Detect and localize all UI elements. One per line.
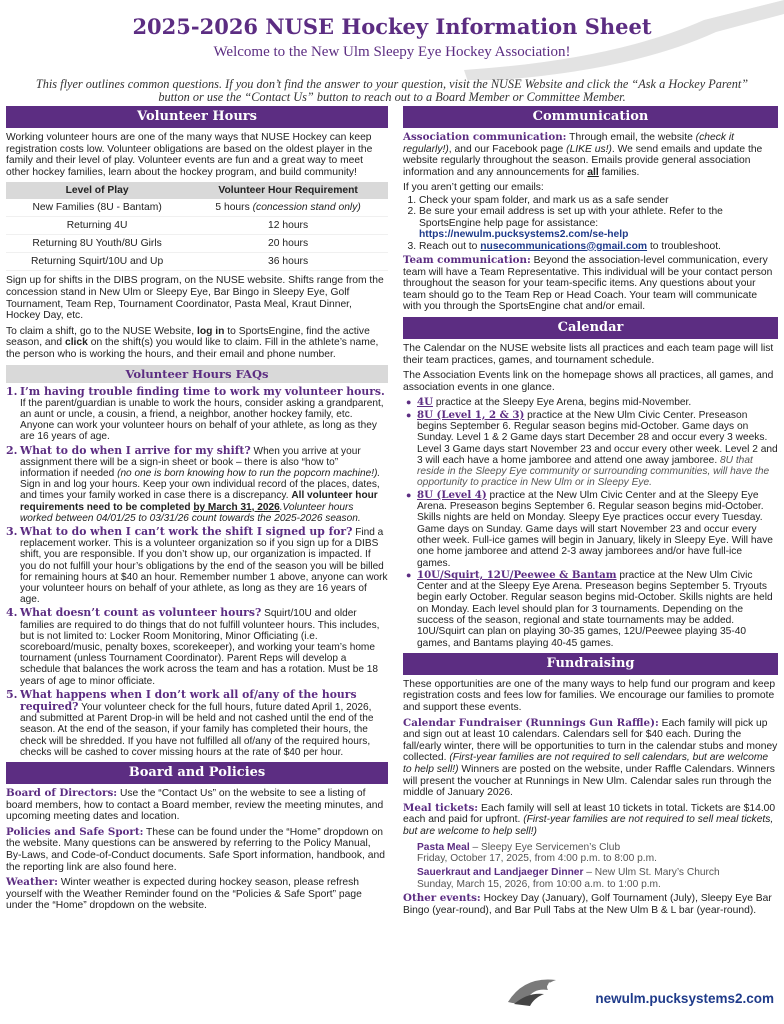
no-email-text: If you aren’t getting our emails: — [403, 182, 544, 194]
table-cell-hours: 20 hours — [188, 235, 388, 253]
faq-item: 2. What to do when I arrive for my shift? When you arrive at your assignment there will be a sign-in sheet or book – there is also “how to” information if needed (no one is born knowing how to run the popcorn machine!). Sign in and log your hours. Keep your own individual record of the places, dates, and times your family worked in case there is a discrepancy. All volunteer hour requirements need to be completed by March 31, 2026.Volunteer hours worked between 04/01/25 to 03/31/26 count towards the 2025-2026 season. — [6, 443, 381, 524]
se-help-link[interactable]: https://newulm.pucksystems2.com/se-help — [419, 229, 629, 241]
faq-item: 3. What to do when I can’t work the shift I signed up for? Find a replacement worker. This is a volunteer organization so if you sign up for a DIBS shift, you are responsible. If you don’t show up, our organization is impacted. If you do not fulfill your hour’s obligations by the end of the season you will be billed for remaining hours at $40 an hour. Remember number 1 above, anyone can work your volunteer hours on behalf of your athlete, as long as they are 16 years of age. — [6, 524, 388, 606]
footer — [504, 972, 774, 1016]
section-heading-board: Board and Policies — [6, 762, 388, 784]
calendar-p2: The Association Events link on the homepage shows all practices, all games, and association events in one glance. — [403, 370, 774, 393]
association-communication: Association communication: Through email, the website (check it regularly!), and our Facebook page (LIKE us!). We send emails and update the website regularly throughout the season. Emails provide general association information and any announcements for all families. — [403, 131, 763, 178]
faq-list — [6, 386, 388, 759]
email-steps — [403, 195, 778, 252]
table-row — [6, 199, 388, 217]
table-row — [6, 253, 388, 271]
board-directors: Board of Directors: Use the “Contact Us” on the website to see a listing of board members, how to contact a Board member, review the meeting minutes, and upcoming meeting dates and location. — [6, 787, 384, 823]
signup-text: Sign up for shifts in the DIBS program, on the NUSE website. Shifts range from the concession stand in New Ulm or Sleepy Eye, Bar Bingo in Sleepy Eye, Golf Tournament, Team Rep, Tournament Coordinator, Pasta Meal, Kraut Dinner, Hockey Day, etc. — [6, 275, 384, 322]
list-item: ● 8U (Level 4) practice at the New Ulm Civic Center and at the Sleepy Eye Arena. Preseason begins September 6. Regular season begins mid-October. Skills nights are held on Monday. Sleepy Eye practices occur every Tuesday. Game days on Sunday. Game days will start November 23 and occur every other week. Full-ice games will begin in January, likely in Sleepy Eye. Will have one home jamboree and attend 2-3 away jamborees and/or have full-ice games. — [417, 490, 778, 569]
volunteer-table — [6, 182, 388, 271]
list-item: ● 10U/Squirt, 12U/Peewee & Bantam practice at the New Ulm Civic Center and at the Sleepy Eye Arena. Preseason begins September 5. Tryouts begin early October. Regular season begins mid-October. Skills nights are held on Monday. Each level should plan for 3 tournaments. Depending on the success of the season, regional and state tournaments may be added. 10U/Squirt can plan on playing 30-35 games, 12U/Peewee playing 35-40 games, and Bantams playing 40-45 games. — [417, 570, 778, 649]
header — [0, 0, 784, 80]
section-heading-calendar: Calendar — [403, 317, 778, 339]
board-weather: Weather: Winter weather is expected during hockey season, please refresh yourself with the Weather Reminder found on the “Policies & Safe Sport” page under the “Home” dropdown on the website. — [6, 876, 362, 912]
left-column — [6, 106, 388, 916]
fundraising-intro: These opportunities are one of the many ways to help fund our program and keep registration costs and fees low for families. We encourage our families to promote and support these events. — [403, 678, 776, 714]
table-header-hours: Volunteer Hour Requirement — [188, 182, 388, 199]
table-cell-hours — [188, 199, 388, 217]
event-pasta-meal: Pasta Meal – Sleepy Eye Servicemen’s Club Friday, October 17, 2025, from 4:00 p.m. to 8:00 p.m. — [417, 841, 657, 864]
table-cell-level: Returning 8U Youth/8U Girls — [6, 235, 188, 253]
table-cell-hours: 12 hours — [188, 217, 388, 235]
table-row — [6, 217, 388, 235]
list-item: 2. Be sure your email address is set up with your athlete. Refer to the SportsEngine help page for assistance: https://newulm.pucksystems2.com/se-help — [419, 206, 778, 240]
calendar-p1: The Calendar on the NUSE website lists all practices and each team page will list their team practices, games, and tournament schedule. — [403, 342, 774, 366]
list-item: ● 4U practice at the Sleepy Eye Arena, begins mid-November. — [417, 397, 778, 408]
list-item: ● 8U (Level 1, 2 & 3) practice at the New Ulm Civic Center. Preseason begins September 6. Regular season begins mid-October. Game days on Sunday. Level 1 & 2 Game days start December 28 and occur every 3 weeks. Level 3 Game days start November 23 and occur every other week. Level 2 and 3 will each have a home jamboree and attend one away jamboree. 8U that reside in the Sleepy Eye community or surrounding communities, will have the opportunity to practice in New Ulm or in Sleepy Eye. — [417, 410, 778, 489]
eagle-logo-icon — [504, 972, 564, 1016]
list-item: 3. Reach out to nusecommunications@gmail.com to troubleshoot. — [419, 241, 778, 252]
volunteer-intro: Working volunteer hours are one of the many ways that NUSE Hockey can keep registration costs low. Volunteer obligations are based on the oldest player in the family and their level of play. Volunteer events are fun and a great way to meet other hockey families, learn about the hockey program, and build community! — [6, 132, 373, 178]
faq-item: 4. What doesn’t count as volunteer hours? Squirt/10U and older families are required to do things that do not fulfill volunteer hours. This includes, but is not limited to: Locker Room Monitoring, Minor Officiating (i.e. scoreboard/music, penalty boxes, scorekeeper), and working your team’s home tournament (unless Tournament Coordinator). Parent Reps will develop a schedule that balances the work across the team and has a rotation. Must be 18 years of age to minor officiate. — [6, 606, 380, 687]
table-row — [6, 235, 388, 253]
communications-email-link[interactable]: nusecommunications@gmail.com — [480, 240, 648, 252]
calendar-fundraiser: Calendar Fundraiser (Runnings Gun Raffle): Each family will pick up and sign out at least 10 calendars. Calendars sell for $40 each. During the fall/early winter, there will be opportunities to turn in the calendar stubs and money collected. (First-year families are not required to sell calendars, but are welcome to help sell!) Winners are posted on the website, under Raffle Calendars. Winners will present the voucher at Runnings in New Ulm. Calendar sales run through the middle of January 2026. — [403, 716, 778, 799]
list-item: 1. Check your spam folder, and mark us as a safe sender — [419, 195, 778, 206]
table-cell-level: Returning Squirt/10U and Up — [6, 253, 188, 271]
table-cell-hours: 36 hours — [188, 253, 388, 271]
hours-value: 5 hours — [215, 202, 250, 214]
page-title: 2025-2026 NUSE Hockey Information Sheet — [132, 14, 652, 39]
faq-item: 5. What happens when I don’t work all of/any of the hours required? Your volunteer check for the full hours, future dated April 1, 2026, and submitted at Parent Drop-in will be held and not cashed until the end of the season. At the end of the season, if your family has completed their hours, the check will be shredded. If you have not fulfilled all of/any of the required hours, checks will be cashed to cover missing hours at the rate of $40 per hour. — [6, 687, 374, 758]
intro-text: This flyer outlines common questions. If you don’t find the answer to your question, visit the NUSE Website and click the “Ask a Hockey Parent” button or use the “Contact Us” button to reach out to a Board Member or Committee Member. — [35, 77, 749, 104]
claim-text: To claim a shift, go to the NUSE Website, log in to SportsEngine, find the active season, and click on the shift(s) you would like to claim. Fill in the athlete’s name, the person who is working the hours, and their email and phone number. — [6, 325, 379, 360]
other-events: Other events: Hockey Day (January), Golf Tournament (July), Sleepy Eye Bar Bingo (year-round), and Bar Pull Tabs at the New Ulm B & L bar (year-round). — [403, 892, 772, 916]
faq-item: 1. I’m having trouble finding time to work my volunteer hours. If the parent/guardian is unable to work the hours, consider asking a grandparent, an aunt or uncle, a cousin, a friend, a neighbor, another hockey family, etc. Anyone can work your volunteer hours on behalf of your athlete, as long as they are 16 years of age. — [6, 384, 385, 443]
footer-website-link[interactable]: newulm.pucksystems2.com — [595, 991, 774, 1006]
table-header-level: Level of Play — [6, 182, 188, 199]
right-column — [403, 106, 778, 920]
event-kraut-dinner: Sauerkraut and Landjaeger Dinner – New Ulm St. Mary’s Church Sunday, March 15, 2026, from 10:00 a.m. to 1:00 p.m. — [417, 867, 720, 890]
hours-note: (concession stand only) — [249, 202, 361, 214]
table-cell-level: New Families (8U - Bantam) — [6, 199, 188, 217]
section-heading-communication: Communication — [403, 106, 778, 128]
team-communication: Team communication: Beyond the association-level communication, every team will have a Team Representative. This individual will be your contact person throughout the season for your team-specific items. Any questions about your team should go to the Team Rep or Head Coach. Your team will communicate with you through the SportsEngine chat and/or email. — [403, 254, 773, 313]
section-heading-fundraising: Fundraising — [403, 653, 778, 675]
section-heading-volunteer: Volunteer Hours — [6, 106, 388, 128]
calendar-list — [403, 397, 778, 649]
section-heading-faq: Volunteer Hours FAQs — [6, 365, 388, 383]
page-subtitle: Welcome to the New Ulm Sleepy Eye Hockey Association! — [213, 44, 571, 60]
board-policies: Policies and Safe Sport: These can be found under the “Home” dropdown on the website. Many questions can be answered by referring to the Policy Manual, By-Laws, and Code-of-Conduct documents. Safe Sport information, handbook, and the reporting link are also found here. — [6, 825, 385, 873]
hockey-stick-graphic — [454, 0, 784, 80]
meal-tickets: Meal tickets: Each family will sell at least 10 tickets in total. Tickets are $14.00 each and paid for upfront. (First-year families are not required to sell meal tickets, but are welcome to help sell!) — [403, 801, 776, 837]
table-cell-level: Returning 4U — [6, 217, 188, 235]
